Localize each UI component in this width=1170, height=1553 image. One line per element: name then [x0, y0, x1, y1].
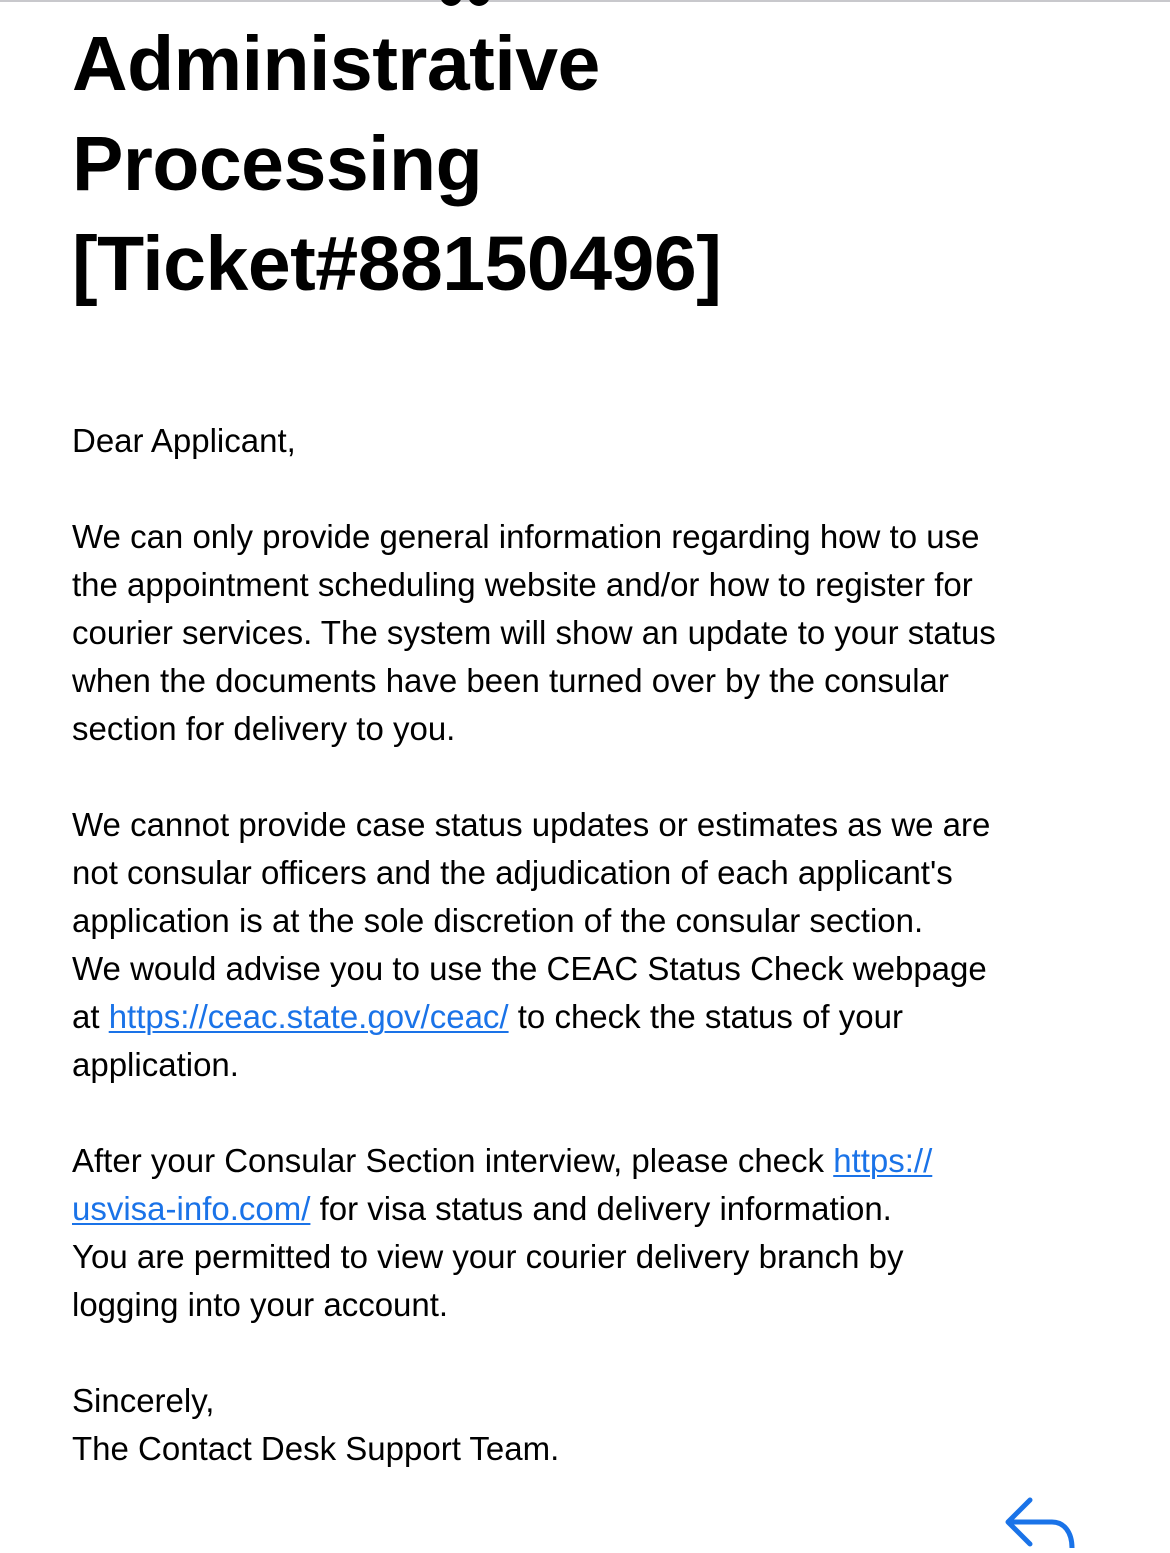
- reply-arrow-icon: [1000, 1488, 1080, 1548]
- closing: [72, 1377, 1112, 1473]
- reply-button[interactable]: [1000, 1488, 1080, 1548]
- closing-salutation: Sincerely,: [72, 1382, 215, 1419]
- email-body: [72, 417, 1112, 1473]
- signature: The Contact Desk Support Team.: [72, 1430, 560, 1467]
- email-content: [72, 0, 1112, 1473]
- ceac-link[interactable]: https://ceac.state.gov/ceac/: [108, 998, 509, 1035]
- paragraph-after-interview: After your Consular Section interview, please check https:// usvisa-info.com/ for visa status and delivery information. You are permitted to view your courier delivery branch by logging into your account.: [72, 1142, 933, 1323]
- paragraph-general-info: We can only provide general information regarding how to use the appointment scheduling website and/or how to register for courier services. The system will show an update to your status when the documents have been turned over by the consular section for delivery to you.: [72, 518, 996, 747]
- greeting: Dear Applicant,: [72, 422, 296, 459]
- email-subject: [72, 0, 1112, 314]
- subject-line: Processing: [72, 121, 483, 207]
- subject-line: [Ticket#88150496]: [72, 221, 722, 307]
- subject-line: Administrative: [72, 21, 600, 107]
- usvisa-info-link[interactable]: https://: [833, 1142, 933, 1179]
- usvisa-info-link-continued[interactable]: usvisa-info.com/: [72, 1190, 311, 1227]
- paragraph-status-updates: We cannot provide case status updates or estimates as we are not consular officers and the adjudication of each applicant's application is at the sole discretion of the consular section. We would advise you to use the CEAC Status Check webpage at https://ceac.state.gov/ceac/ to check the status of your application.: [72, 806, 991, 1083]
